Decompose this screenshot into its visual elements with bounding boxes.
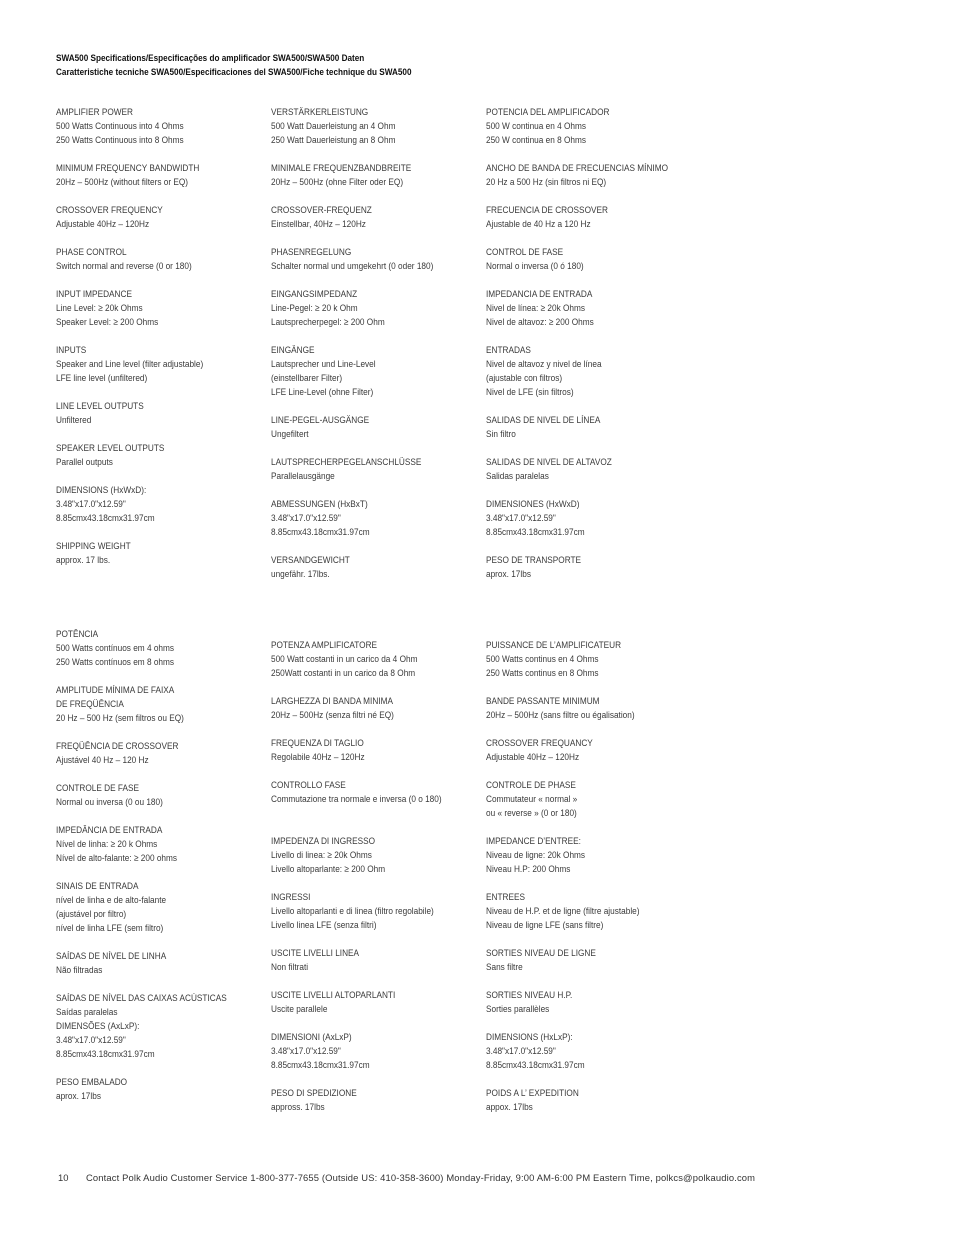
column-english [56,106,261,582]
spec-value: 500 Watts Continuous into 4 Ohms [56,121,184,132]
spec-value: Einstellbar, 40Hz – 120Hz [271,219,366,230]
spec-heading: FREQUENZA DI TAGLIO [271,738,364,749]
spec-block [56,880,261,936]
spec-value: 8.85cmx43.18cmx31.97cm [56,513,155,524]
spec-block [486,835,691,877]
spec-block [271,695,476,723]
page-number: 10 [58,1172,69,1183]
spec-value: 3.48"x17.0"x12.59" [486,1046,556,1057]
spec-value: (ajustável por filtro) [56,909,127,920]
spec-value: Parallelausgänge [271,471,335,482]
spec-block [486,891,691,933]
spec-heading: PESO DE TRANSPORTE [486,555,582,566]
spec-block [56,992,261,1062]
spec-heading: LINE-PEGEL-AUSGÄNGE [271,415,370,426]
spec-block [486,162,691,190]
spec-value: Schalter normal und umgekehrt (0 oder 180) [271,261,434,272]
spec-value: Livello altoparlanti e di linea (filtro regolabile) [271,906,434,917]
spec-heading: ANCHO DE BANDA DE FRECUENCIAS MÍNIMO [486,163,668,174]
spec-heading: PHASE CONTROL [56,247,127,258]
spec-value: 3.48"x17.0"x12.59" [271,1046,341,1057]
spec-value [271,807,447,821]
spec-heading: AMPLIFIER POWER [56,107,134,118]
header-line-1: SWA500 Specifications/Especificações do amplificador SWA500/SWA500 Daten [56,53,365,64]
spec-value: 20 Hz a 500 Hz (sin filtros ni EQ) [486,177,607,188]
spec-value: 250Watt costanti in un carico da 8 Ohm [271,668,416,679]
spec-value: Line Level: ≥ 20k Ohms [56,303,143,314]
spec-block [486,414,691,442]
spec-heading: PHASENREGELUNG [271,247,352,258]
header-line-2: Caratteristiche tecniche SWA500/Especificaciones del SWA500/Fiche technique du SWA500 [56,67,412,78]
spec-block [271,1031,476,1073]
spec-heading: INGRESSI [271,892,311,903]
spec-block [56,824,261,866]
spec-value: Niveau de ligne: 20k Ohms [486,850,586,861]
spec-value: 8.85cmx43.18cmx31.97cm [271,1060,370,1071]
spec-heading: INPUT IMPEDANCE [56,289,132,300]
spec-value: ungefähr. 17lbs. [271,569,330,580]
spec-value: aprox. 17lbs [56,1091,101,1102]
spec-value: Ajustável 40 Hz – 120 Hz [56,755,149,766]
spec-value: LFE line level (unfiltered) [56,373,148,384]
spec-value: approx. 17 lbs. [56,555,111,566]
spec-heading: DIMENSIONES (HxWxD) [486,499,580,510]
spec-value: Parallel outputs [56,457,113,468]
spec-value: 8.85cmx43.18cmx31.97cm [486,1060,585,1071]
spec-heading: IMPEDÂNCIA DE ENTRADA [56,825,163,836]
spec-block [271,288,476,330]
spec-value: 250 Watt Dauerleistung an 8 Ohm [271,135,396,146]
spec-value: Regolabile 40Hz – 120Hz [271,752,365,763]
spec-value: 3.48"x17.0"x12.59" [56,1035,126,1046]
spec-value: Uscite parallele [271,1004,328,1015]
spec-block [56,684,261,726]
spec-heading: SORTIES NIVEAU H.P. [486,990,573,1001]
spec-block [56,246,261,274]
spec-heading: ABMESSUNGEN (HxBxT) [271,499,368,510]
spec-block [56,782,261,810]
spec-heading: SAÍDAS DE NÍVEL DAS CAIXAS ACÚSTICAS [56,993,227,1004]
spec-heading: SHIPPING WEIGHT [56,541,131,552]
spec-value: 3.48"x17.0"x12.59" [56,499,126,510]
spec-block [486,947,691,975]
spec-value: Nível de linha: ≥ 20 k Ohms [56,839,158,850]
spec-value: 3.48"x17.0"x12.59" [486,513,556,524]
spec-block [486,288,691,330]
spec-value: Non filtrati [271,962,309,973]
spec-block [56,950,261,978]
spec-block [271,1087,476,1115]
spec-heading: CROSSOVER FREQUANCY [486,738,593,749]
spec-value: DE FREQÜÊNCIA [56,699,124,710]
spec-value: 8.85cmx43.18cmx31.97cm [486,527,585,538]
spec-heading: CONTROLE DE PHASE [486,780,576,791]
spec-heading: POTÊNCIA [56,629,99,640]
spec-heading: SORTIES NIVEAU DE LIGNE [486,948,596,959]
spec-value: 20Hz – 500Hz (senza filtri né EQ) [271,710,394,721]
spec-block [56,628,261,670]
spec-value: Line-Pegel: ≥ 20 k Ohm [271,303,358,314]
spec-block [486,106,691,148]
spec-block [271,204,476,232]
spec-value: Commutazione tra normale e inversa (0 o 180) [271,794,442,805]
spec-heading: FREQÜÊNCIA DE CROSSOVER [56,741,179,752]
spec-value: ou « reverse » (0 or 180) [486,808,577,819]
spec-value: Adjustable 40Hz – 120Hz [56,219,150,230]
spec-value: 8.85cmx43.18cmx31.97cm [271,527,370,538]
spec-heading: CONTROL DE FASE [486,247,564,258]
spec-heading: SALIDAS DE NIVEL DE LÍNEA [486,415,601,426]
spec-value: Niveau de H.P. et de ligne (filtre ajustable) [486,906,640,917]
spec-block [56,204,261,232]
spec-block [271,891,476,933]
spec-block [486,695,691,723]
spec-block [56,540,261,568]
spec-block [271,554,476,582]
spec-block [486,1031,691,1073]
spec-value: 20 Hz – 500 Hz (sem filtros ou EQ) [56,713,184,724]
spec-value: Não filtradas [56,965,103,976]
spec-value: Adjustable 40Hz – 120Hz [486,752,580,763]
spec-block [486,498,691,540]
spec-value: Niveau H.P: 200 Ohms [486,864,571,875]
spec-heading: EINGANGSIMPEDANZ [271,289,358,300]
spec-value: 20Hz – 500Hz (sans filtre ou égalisation) [486,710,635,721]
spec-heading: VERSANDGEWICHT [271,555,350,566]
spec-heading: POIDS A L’ EXPEDITION [486,1088,579,1099]
spec-heading: POTENZA AMPLIFICATORE [271,640,378,651]
spec-block [56,484,261,526]
spec-heading: MINIMALE FREQUENZBANDBREITE [271,163,412,174]
spec-block [271,835,476,877]
spec-value: Sin filtro [486,429,516,440]
spec-block [56,106,261,148]
spec-value: Normal ou inversa (0 ou 180) [56,797,163,808]
spec-block [486,554,691,582]
spec-block [486,989,691,1017]
spec-value: Livello linea LFE (senza filtri) [271,920,377,931]
spec-value: 500 Watt Dauerleistung an 4 Ohm [271,121,396,132]
spec-block [56,288,261,330]
spec-block [271,414,476,442]
spec-value: nível de linha e de alto-falante [56,895,167,906]
spec-heading: CROSSOVER FREQUENCY [56,205,163,216]
spec-heading: IMPEDANCIA DE ENTRADA [486,289,593,300]
spec-block [56,442,261,470]
spec-value: Livello altoparlante: ≥ 200 Ohm [271,864,386,875]
column-spanish [486,106,691,596]
spec-heading: MINIMUM FREQUENCY BANDWIDTH [56,163,200,174]
spec-heading: DIMENSIONS (HxLxP): [486,1032,573,1043]
spec-value: Sans filtre [486,962,523,973]
spec-value: appross. 17lbs [271,1102,325,1113]
spec-heading: USCITE LIVELLI LINEA [271,948,360,959]
spec-value: 250 Watts Continuous into 8 Ohms [56,135,184,146]
spec-block [271,344,476,400]
column-french [486,639,691,1129]
spec-heading: SALIDAS DE NIVEL DE ALTAVOZ [486,457,612,468]
spec-block [271,779,476,821]
spec-heading: LINE LEVEL OUTPUTS [56,401,144,412]
spec-block [56,344,261,386]
spec-block [486,737,691,765]
spec-value: (einstellbarer Filter) [271,373,343,384]
spec-heading: CONTROLLO FASE [271,780,346,791]
spec-block [56,1076,261,1104]
spec-heading: EINGÄNGE [271,345,315,356]
spec-value: Switch normal and reverse (0 or 180) [56,261,192,272]
spec-block [56,162,261,190]
spec-value: Lautsprecher und Line-Level [271,359,376,370]
spec-heading: BANDE PASSANTE MINIMUM [486,696,600,707]
spec-heading: IMPEDENZA DI INGRESSO [271,836,376,847]
spec-value: Saídas paralelas [56,1007,118,1018]
spec-value: Commutateur « normal » [486,794,578,805]
contact-line: Contact Polk Audio Customer Service 1-800-377-7655 (Outside US: 410-358-3600) Monday-Friday, 9:00 AM-6:00 PM Eastern Time, polkcs@polkaudio.com [86,1172,756,1183]
spec-block [486,246,691,274]
spec-block [486,344,691,400]
spec-value: DIMENSÕES (AxLxP): [56,1021,140,1032]
spec-value: appox. 17lbs [486,1102,533,1113]
column-italian [271,639,476,1129]
spec-value: Nivel de línea: ≥ 20k Ohms [486,303,586,314]
spec-value: nível de linha LFE (sem filtro) [56,923,164,934]
spec-heading: PUISSANCE DE L’AMPLIFICATEUR [486,640,622,651]
spec-heading: DIMENSIONS (HxWxD): [56,485,147,496]
spec-value: Lautsprecherpegel: ≥ 200 Ohm [271,317,385,328]
spec-block [271,246,476,274]
spec-heading: SPEAKER LEVEL OUTPUTS [56,443,165,454]
spec-value: 250 W continua en 8 Ohms [486,135,586,146]
spec-header [56,52,469,80]
spec-block [486,204,691,232]
spec-block [271,947,476,975]
spec-value: 3.48"x17.0"x12.59" [271,513,341,524]
spec-block [56,400,261,428]
spec-value: aprox. 17lbs [486,569,531,580]
spec-block [271,162,476,190]
spec-heading: PESO EMBALADO [56,1077,128,1088]
spec-heading: FRECUENCIA DE CROSSOVER [486,205,608,216]
spec-value: LFE Line-Level (ohne Filter) [271,387,374,398]
spec-value: Sorties parallèles [486,1004,550,1015]
spec-value: Ungefiltert [271,429,309,440]
spec-value: 500 Watts contínuos em 4 ohms [56,643,175,654]
spec-value: 8.85cmx43.18cmx31.97cm [56,1049,155,1060]
spec-heading: DIMENSIONI (AxLxP) [271,1032,352,1043]
spec-value: (ajustable con filtros) [486,373,563,384]
spec-heading: IMPEDANCE D’ENTREE: [486,836,581,847]
spec-block [271,737,476,765]
spec-block [486,639,691,681]
spec-value: Ajustable de 40 Hz a 120 Hz [486,219,591,230]
spec-heading: CONTROLE DE FASE [56,783,139,794]
spec-block [271,106,476,148]
spec-block [271,989,476,1017]
spec-heading: SAÍDAS DE NÍVEL DE LINHA [56,951,167,962]
spec-block [56,740,261,768]
spec-heading: ENTRADAS [486,345,531,356]
spec-heading: POTENCIA DEL AMPLIFICADOR [486,107,610,118]
spec-block [271,456,476,484]
spec-value: Unfiltered [56,415,92,426]
spec-heading: PESO DI SPEDIZIONE [271,1088,357,1099]
spec-heading: USCITE LIVELLI ALTOPARLANTI [271,990,396,1001]
spec-value: 250 Watts continus en 8 Ohms [486,668,599,679]
spec-value: 500 Watt costanti in un carico da 4 Ohm [271,654,418,665]
spec-value: Niveau de ligne LFE (sans filtre) [486,920,604,931]
spec-heading: SINAIS DE ENTRADA [56,881,139,892]
spec-heading: CROSSOVER-FREQUENZ [271,205,372,216]
spec-value: 500 Watts continus en 4 Ohms [486,654,599,665]
spec-value: 500 W continua en 4 Ohms [486,121,586,132]
spec-block [271,498,476,540]
spec-value: Nivel de altavoz y nivel de línea [486,359,602,370]
spec-value: Normal o inversa (0 ó 180) [486,261,584,272]
spec-heading: LAUTSPRECHERPEGELANSCHLÜSSE [271,457,422,468]
spec-heading: VERSTÄRKERLEISTUNG [271,107,369,118]
spec-block [486,456,691,484]
spec-value: Nivel de altavoz: ≥ 200 Ohms [486,317,594,328]
page-footer [58,1168,755,1186]
spec-heading: INPUTS [56,345,87,356]
spec-heading: LARGHEZZA DI BANDA MINIMA [271,696,393,707]
column-german [271,106,476,596]
spec-value: Nível de alto-falante: ≥ 200 ohms [56,853,178,864]
spec-value: Salidas paralelas [486,471,549,482]
spec-value: Speaker and Line level (filter adjustable) [56,359,204,370]
spec-value: 250 Watts contínuos em 8 ohms [56,657,175,668]
spec-heading: AMPLITUDE MÍNIMA DE FAIXA [56,685,175,696]
spec-heading: ENTREES [486,892,525,903]
spec-value: Livello di linea: ≥ 20k Ohms [271,850,372,861]
spec-value: 20Hz – 500Hz (ohne Filter oder EQ) [271,177,404,188]
spec-value: Speaker Level: ≥ 200 Ohms [56,317,159,328]
spec-block [486,1087,691,1115]
spec-block [271,639,476,681]
spec-value: Nivel de LFE (sin filtros) [486,387,574,398]
spec-block [486,779,691,821]
spec-value: 20Hz – 500Hz (without filters or EQ) [56,177,189,188]
column-portuguese [56,628,261,1118]
